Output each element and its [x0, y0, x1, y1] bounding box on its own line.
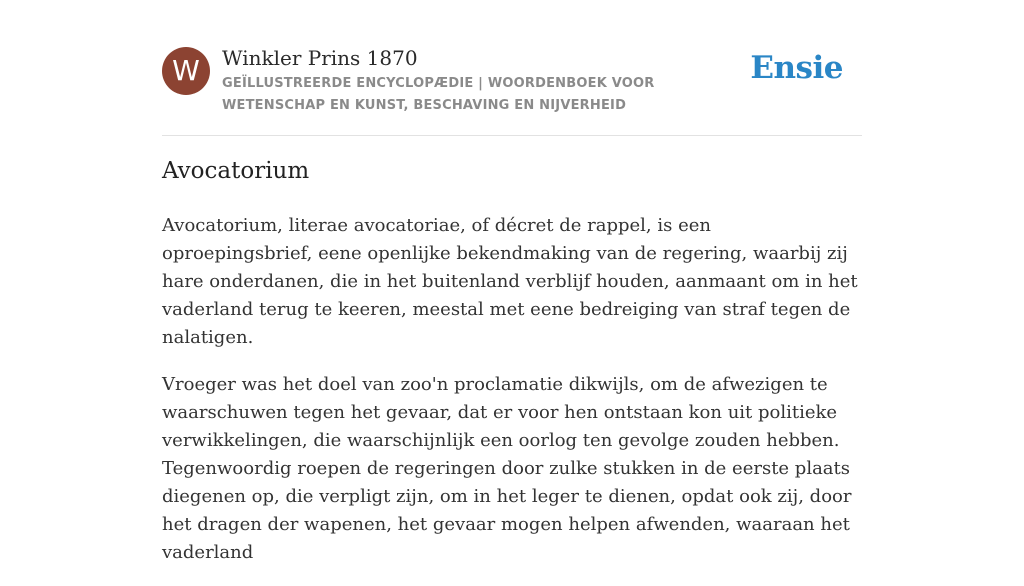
article-title: Avocatorium	[162, 158, 310, 184]
source-avatar[interactable]: W	[162, 47, 210, 95]
article-body	[162, 212, 862, 586]
ensie-logo[interactable]: Ensie	[750, 50, 843, 86]
source-header	[162, 42, 862, 136]
source-subtitle: GEÏLLUSTREERDE ENCYCLOPÆDIE | WOORDENBOEK VOOR WETENSCHAP EN KUNST, BESCHAVING EN NIJVERHEID	[222, 76, 655, 113]
article-paragraph: Avocatorium, literae avocatoriae, of décret de rappel, is een oproepingsbrief, eene openlijke bekendmaking van de regering, waarbij zij hare onderdanen, die in het buitenland verblijf houden, aanmaant om in het vaderland terug te keeren, meestal met eene bedreiging van straf tegen de nalatigen.	[162, 215, 858, 348]
article-paragraph: Vroeger was het doel van zoo'n proclamatie dikwijls, om de afwezigen te waarschuwen tegen het gevaar, dat er voor hen ontstaan kon uit politieke verwikkelingen, die waarschijnlijk een oorlog ten gevolge zouden hebben. Tegenwoordig roepen de regeringen door zulke stukken in de eerste plaats diegenen op, die verpligt zijn, om in het leger te dienen, opdat ook zij, door het dragen der wapenen, het gevaar mogen helpen afwenden, waaraan het vaderland	[162, 374, 852, 563]
source-title[interactable]: Winkler Prins 1870	[222, 46, 418, 70]
